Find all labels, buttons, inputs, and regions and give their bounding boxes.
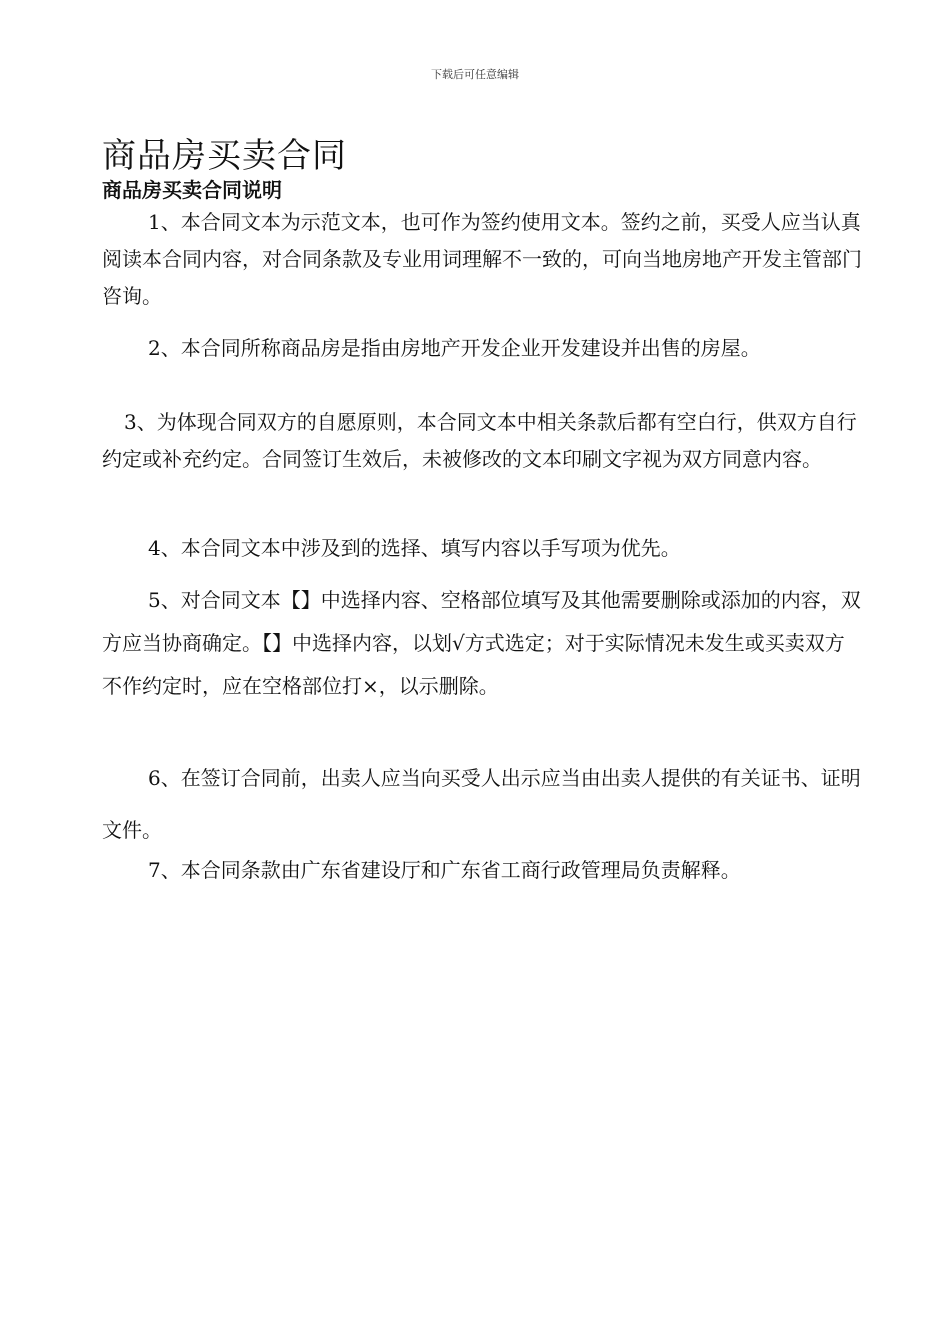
section-title: 商品房买卖合同说明 bbox=[102, 178, 282, 202]
paragraph-4: 4、本合同文本中涉及到的选择、填写内容以手写项为优先。 bbox=[148, 536, 681, 560]
paragraph-1: 1、本合同文本为示范文本，也可作为签约使用文本。签约之前，买受人应当认真阅读本合同内容，对合同条款及专业用词理解不一致的，可向当地房地产开发主管部门咨询。 bbox=[102, 210, 862, 308]
paragraph-6: 6、在签订合同前，出卖人应当向买受人出示应当由出卖人提供的有关证书、证明文件。 bbox=[102, 766, 861, 842]
document-title: 商品房买卖合同 bbox=[102, 136, 347, 176]
paragraph-7: 7、本合同条款由广东省建设厅和广东省工商行政管理局负责解释。 bbox=[148, 858, 741, 882]
header-note: 下载后可任意编辑 bbox=[431, 68, 519, 81]
paragraph-5: 5、对合同文本【】中选择内容、空格部位填写及其他需要删除或添加的内容，双方应当协商确定。【】中选择内容，以划√方式选定；对于实际情况未发生或买卖双方不作约定时，应在空格部位打×，以示删除。 bbox=[102, 588, 861, 698]
paragraph-3: 3、为体现合同双方的自愿原则，本合同文本中相关条款后都有空白行，供双方自行约定或补充约定。合同签订生效后，未被修改的文本印刷文字视为双方同意内容。 bbox=[102, 410, 857, 471]
paragraph-2: 2、本合同所称商品房是指由房地产开发企业开发建设并出售的房屋。 bbox=[148, 336, 761, 360]
